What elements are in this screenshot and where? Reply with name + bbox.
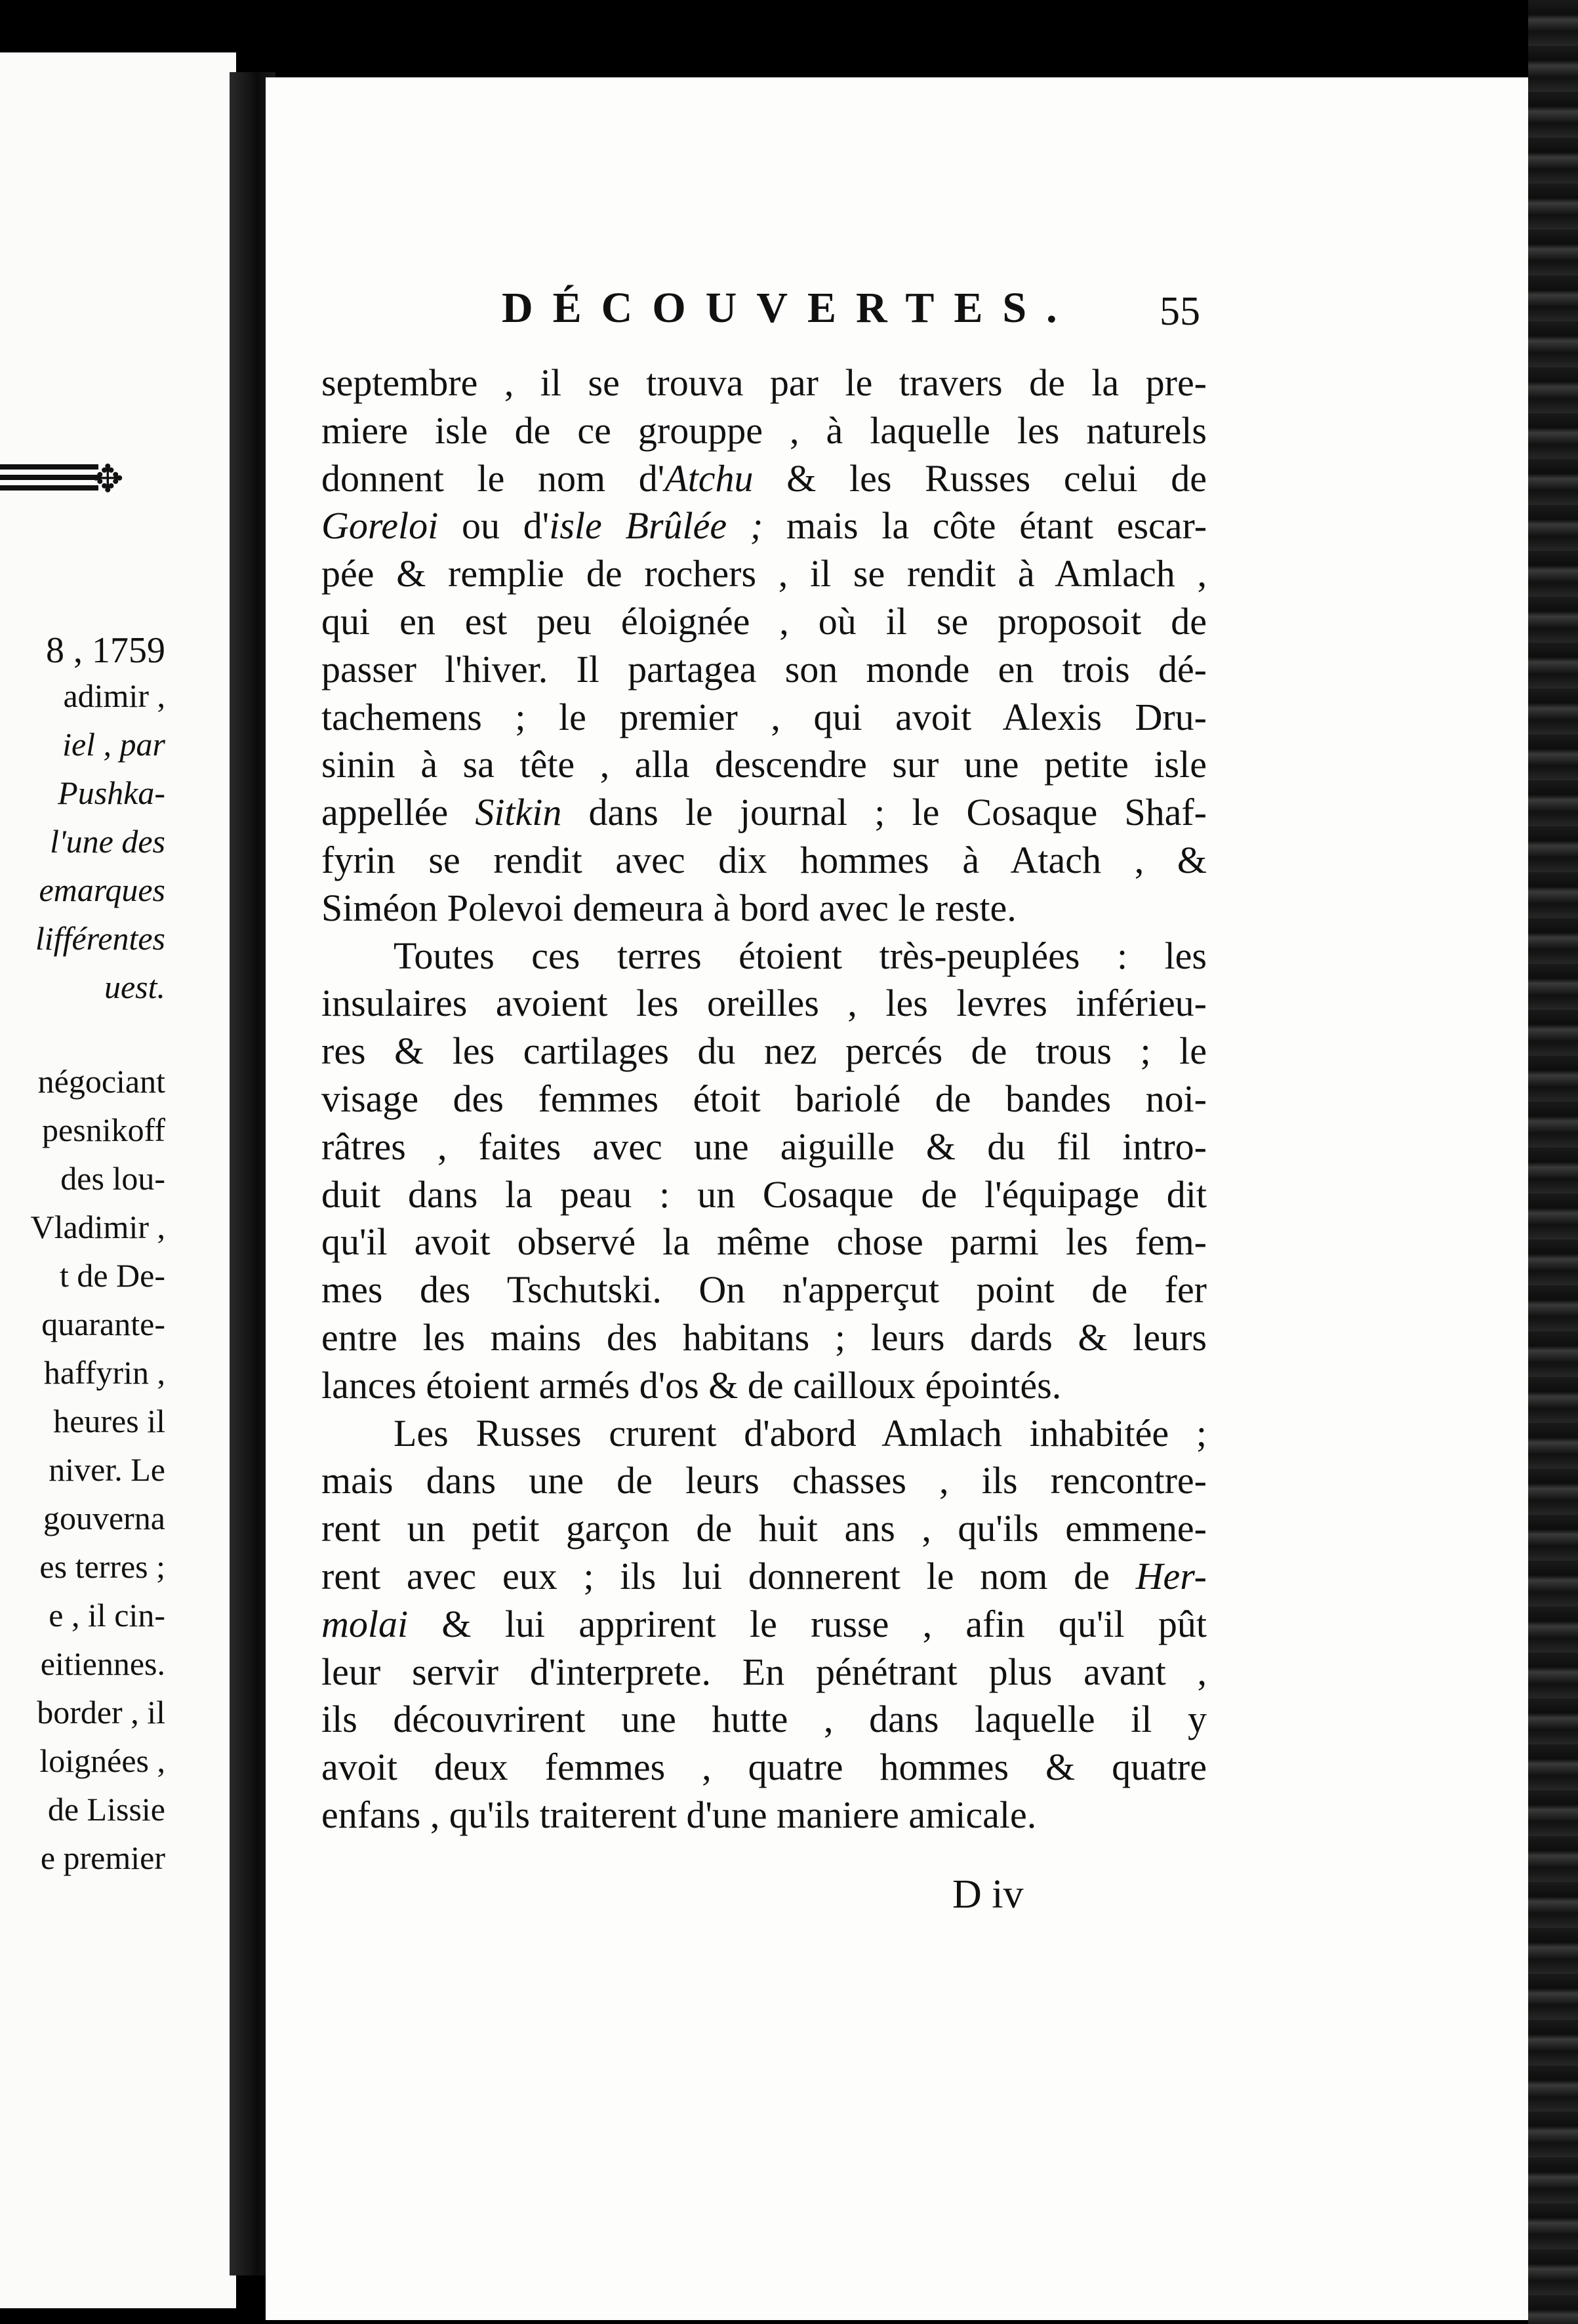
- left-page-line: adimir ,: [63, 677, 165, 714]
- left-page-line: lifférentes: [35, 920, 165, 957]
- left-page-line: emarques: [39, 872, 165, 908]
- signature-mark: D iv: [952, 1872, 1024, 1917]
- body-line: molai & lui apprirent le russe , afin qu'il pût: [321, 1602, 1207, 1645]
- left-page-line: eitiennes.: [40, 1645, 165, 1682]
- left-page-line: uest.: [104, 969, 165, 1005]
- body-line: enfans , qu'ils traiterent d'une maniere amicale.: [321, 1793, 1037, 1836]
- left-page-line: négociant: [37, 1063, 165, 1100]
- body-line: Les Russes crurent d'abord Amlach inhabitée ;: [394, 1411, 1207, 1454]
- body-line: mais dans une de leurs chasses , ils rencontre-: [321, 1459, 1207, 1502]
- body-line: qu'il avoit observé la même chose parmi les fem-: [321, 1220, 1207, 1264]
- body-line: ils découvrirent une hutte , dans laquelle il y: [321, 1698, 1207, 1741]
- body-line: rent avec eux ; ils lui donnerent le nom de Her-: [321, 1554, 1207, 1597]
- body-line: insulaires avoient les oreilles , les levres inférieu-: [321, 982, 1207, 1025]
- body-line: tachemens ; le premier , qui avoit Alexis Dru-: [321, 695, 1207, 738]
- body-line: leur servir d'interprete. En pénétrant plus avant ,: [321, 1650, 1207, 1693]
- body-line: res & les cartilages du nez percés de trous ; le: [321, 1030, 1207, 1073]
- body-line: avoit deux femmes , quatre hommes & quatre: [321, 1746, 1207, 1789]
- left-page-line: border , il: [37, 1694, 165, 1731]
- previous-page-fragment: [0, 52, 236, 2308]
- left-page-line: e , il cin-: [49, 1597, 165, 1633]
- body-line: mes des Tschutski. On n'apperçut point de fer: [321, 1268, 1207, 1312]
- left-page-line: Vladimir ,: [30, 1209, 165, 1245]
- left-page-line: loignées ,: [39, 1742, 165, 1779]
- left-page-line: l'une des: [50, 823, 165, 860]
- left-page-line: es terres ;: [39, 1548, 165, 1585]
- body-line: visage des femmes étoit bariolé de bandes noi-: [321, 1077, 1207, 1120]
- body-line: sinin à sa tête , alla descendre sur une petite isle: [321, 743, 1207, 786]
- page-number: 55: [1160, 289, 1200, 334]
- left-page-line: quarante-: [41, 1306, 165, 1342]
- body-line: entre les mains des habitans ; leurs dards & leurs: [321, 1315, 1207, 1359]
- body-line: septembre , il se trouva par le travers de la pre-: [321, 361, 1207, 404]
- left-page-line: haffyrin ,: [43, 1354, 165, 1391]
- body-text: [321, 359, 1207, 1839]
- left-page-line: iel , par: [62, 726, 165, 763]
- body-line: râtres , faites avec une aiguille & du fil intro-: [321, 1125, 1207, 1168]
- page-edge: [1528, 0, 1578, 2324]
- left-page-line: 8 , 1759: [46, 630, 165, 671]
- running-title: DÉCOUVERTES.: [502, 284, 1077, 332]
- left-page-line: Pushka-: [58, 774, 165, 811]
- ornament-rule: [0, 459, 134, 500]
- left-page-line: de Lissie: [47, 1791, 165, 1828]
- left-page-line: gouverna: [43, 1500, 165, 1536]
- body-line: rent un petit garçon de huit ans , qu'ils emmene-: [321, 1507, 1207, 1550]
- body-line: Siméon Polevoi demeura à bord avec le reste.: [321, 886, 1017, 929]
- body-line: qui en est peu éloignée , où il se proposoit de: [321, 599, 1207, 643]
- body-line: donnent le nom d'Atchu & les Russes celui de: [321, 456, 1207, 500]
- body-line: lances étoient armés d'os & de cailloux épointés.: [321, 1363, 1062, 1407]
- left-page-line: e premier: [40, 1839, 165, 1876]
- body-line: Goreloi ou d'isle Brûlée ; mais la côte étant escar-: [321, 504, 1207, 548]
- left-page-line: niver. Le: [49, 1451, 165, 1488]
- ornament-knot-icon: ✥: [92, 458, 124, 500]
- body-line: passer l'hiver. Il partagea son monde en trois dé-: [321, 647, 1207, 691]
- left-page-line: t de De-: [59, 1257, 165, 1294]
- left-page-line: pesnikoff: [42, 1112, 165, 1148]
- body-line: fyrin se rendit avec dix hommes à Atach , &: [321, 838, 1207, 881]
- left-page-line: des lou-: [60, 1160, 165, 1197]
- body-line: Toutes ces terres étoient très-peuplées : les: [394, 934, 1207, 977]
- body-line: miere isle de ce grouppe , à laquelle les naturels: [321, 409, 1207, 452]
- left-page-line: heures il: [53, 1403, 165, 1439]
- body-line: duit dans la peau : un Cosaque de l'équipage dit: [321, 1172, 1207, 1216]
- body-line: appellée Sitkin dans le journal ; le Cosaque Shaf-: [321, 791, 1207, 834]
- body-line: pée & remplie de rochers , il se rendit à Amlach ,: [321, 552, 1207, 595]
